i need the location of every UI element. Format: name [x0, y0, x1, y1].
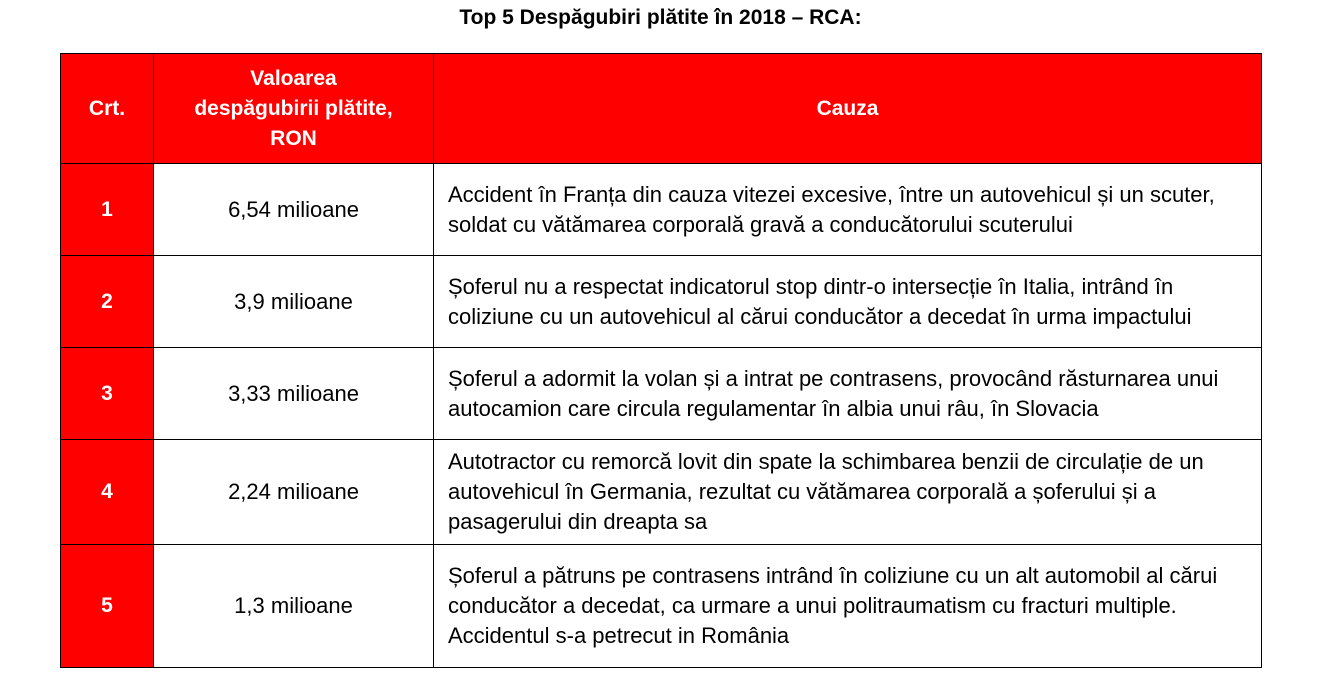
header-cause: Cauza: [434, 54, 1262, 164]
table-row: [61, 440, 1262, 545]
table-row: [61, 256, 1262, 348]
row-value: 3,9 milioane: [154, 256, 434, 348]
row-number: 5: [61, 545, 154, 668]
row-number: 1: [61, 164, 154, 256]
row-number: 3: [61, 348, 154, 440]
page-title: Top 5 Despăgubiri plătite în 2018 – RCA:: [459, 6, 862, 29]
row-cause: Accident în Franța din cauza vitezei excesive, între un autovehicul și un scuter, soldat cu vătămarea corporală gravă a conducătorului scuterului: [434, 164, 1262, 256]
row-cause: Șoferul nu a respectat indicatorul stop dintr-o intersecție în Italia, intrând în coliziune cu un autovehicul al cărui conducător a decedat în urma impactului: [434, 256, 1262, 348]
table-row: [61, 164, 1262, 256]
table-row: [61, 545, 1262, 668]
row-cause: Șoferul a adormit la volan și a intrat pe contrasens, provocând răsturnarea unui autocamion care circula regulamentar în albia unui râu, în Slovacia: [434, 348, 1262, 440]
header-value: [154, 54, 434, 164]
header-row: [61, 54, 1262, 164]
table-row: [61, 348, 1262, 440]
header-value-line1: Valoarea: [250, 66, 337, 90]
row-cause: Șoferul a pătruns pe contrasens intrând în coliziune cu un alt automobil al cărui conducător a decedat, ca urmare a unui politraumatism cu fracturi multiple. Accidentul s-a petrecut in România: [434, 545, 1262, 668]
header-crt: Crt.: [61, 54, 154, 164]
table-header: [61, 54, 1262, 164]
header-value-line2: despăgubirii plătite,: [194, 96, 393, 120]
table-body: [61, 164, 1262, 668]
row-value: 1,3 milioane: [154, 545, 434, 668]
row-value: 6,54 milioane: [154, 164, 434, 256]
header-value-line3: RON: [270, 126, 317, 150]
claims-table: [60, 53, 1262, 668]
row-cause: Autotractor cu remorcă lovit din spate la schimbarea benzii de circulație de un autovehicul în Germania, rezultat cu vătămarea corporală a șoferului și a pasagerului din dreapta sa: [434, 440, 1262, 545]
row-value: 3,33 milioane: [154, 348, 434, 440]
row-number: 4: [61, 440, 154, 545]
row-number: 2: [61, 256, 154, 348]
row-value: 2,24 milioane: [154, 440, 434, 545]
